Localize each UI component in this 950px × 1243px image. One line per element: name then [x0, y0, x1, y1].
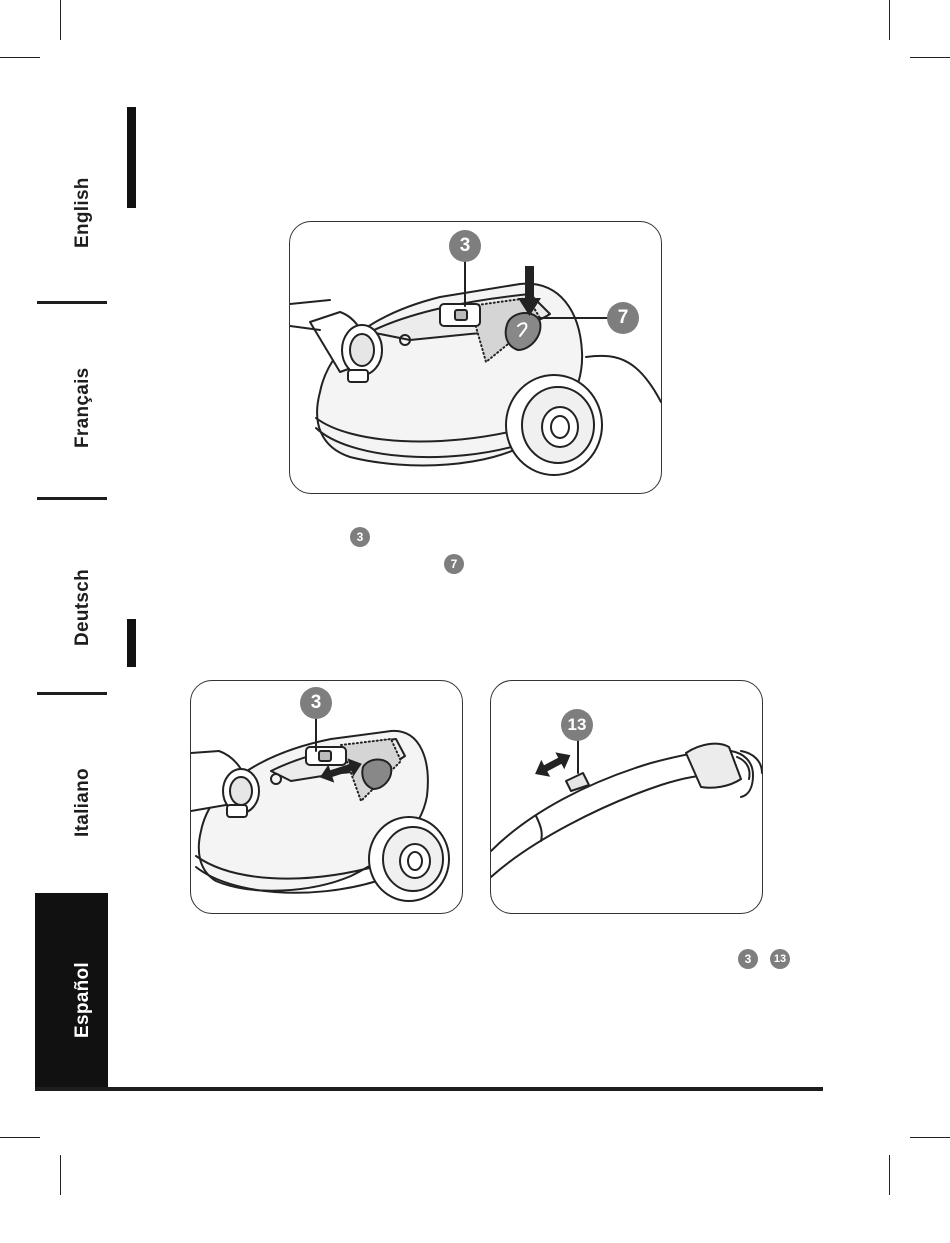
callout-badge-13: 13 — [561, 709, 593, 741]
crop-mark — [0, 57, 40, 58]
tab-separator — [37, 692, 107, 695]
hose-illustration — [491, 681, 762, 913]
inline-ref-badge: 3 — [738, 949, 758, 969]
section-marker — [127, 619, 136, 667]
crop-mark — [910, 1137, 950, 1138]
callout-badge-7: 7 — [607, 302, 639, 334]
figure-hose-slider — [490, 680, 763, 914]
tab-espanol: Español — [72, 961, 93, 1038]
figure-suction-slider — [190, 680, 463, 914]
tab-separator — [37, 497, 107, 500]
crop-mark — [889, 1155, 890, 1195]
vacuum-slider-illustration — [191, 681, 462, 913]
inline-ref-badge: 3 — [350, 527, 370, 547]
callout-badge-3: 3 — [300, 687, 332, 719]
double-arrow-icon — [531, 747, 575, 783]
tab-espanol-active[interactable] — [35, 893, 108, 1090]
crop-mark — [910, 57, 950, 58]
inline-ref-badge: 7 — [444, 554, 464, 574]
tab-italiano[interactable]: Italiano — [72, 768, 93, 837]
inline-ref-badge: 13 — [770, 949, 790, 969]
crop-mark — [889, 0, 890, 40]
figure-vacuum-buttons — [289, 221, 662, 494]
tab-francais[interactable]: Français — [72, 367, 93, 448]
section-marker — [127, 107, 136, 208]
crop-mark — [60, 0, 61, 40]
tab-separator — [37, 301, 107, 304]
tab-deutsch[interactable]: Deutsch — [72, 568, 93, 646]
page-bottom-rule — [35, 1087, 823, 1091]
vacuum-illustration — [290, 222, 661, 493]
crop-mark — [0, 1137, 40, 1138]
tab-english[interactable]: English — [72, 177, 93, 248]
callout-badge-3: 3 — [449, 230, 481, 262]
crop-mark — [60, 1155, 61, 1195]
